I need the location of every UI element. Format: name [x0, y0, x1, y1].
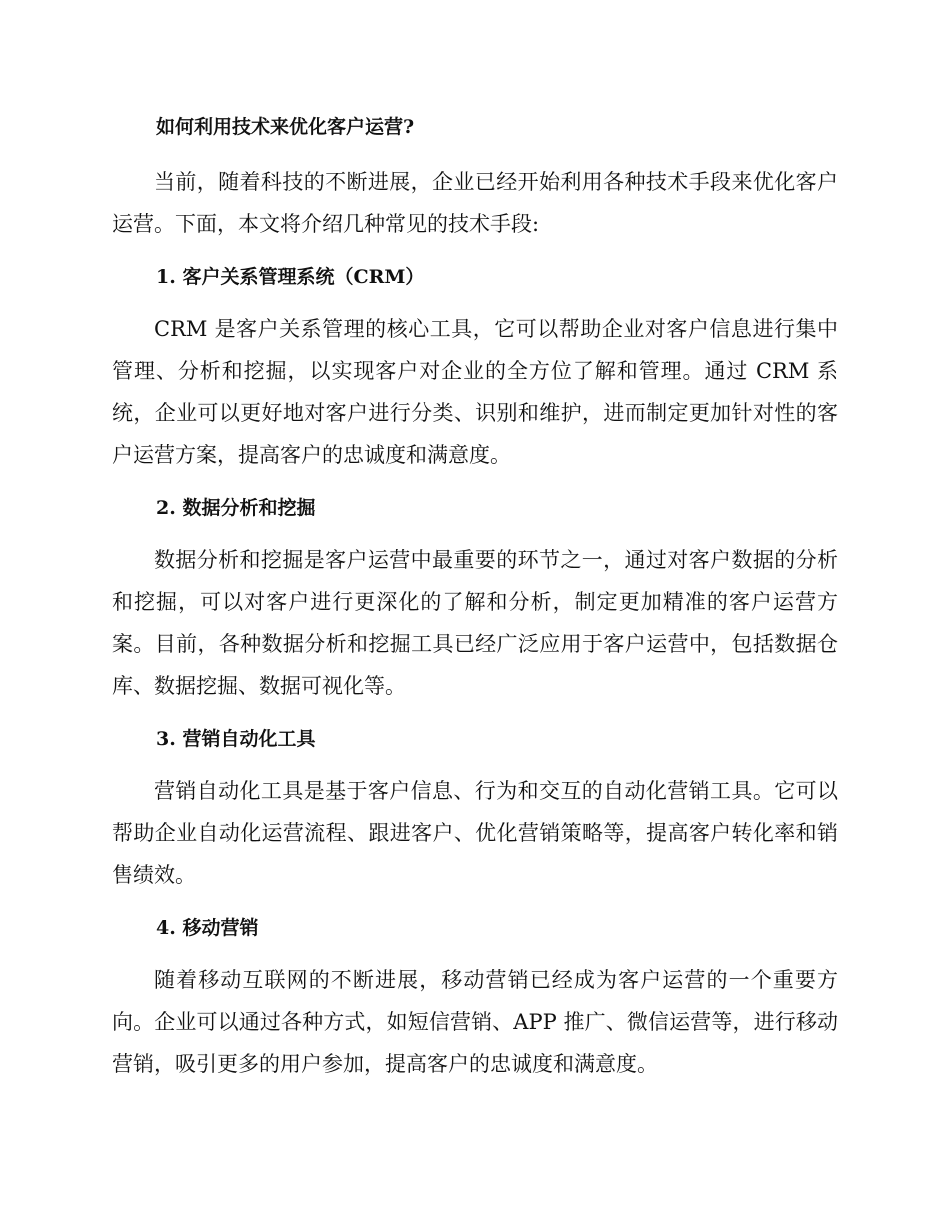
section-heading-marketing-automation: 3. 营销自动化工具: [156, 728, 316, 750]
section-body-data-analysis: 数据分析和挖掘是客户运营中最重要的环节之一，通过对客户数据的分析和挖掘，可以对客户进行更深化的了解和分析，制定更加精准的客户运营方案。目前，各种数据分析和挖掘工具已经广泛应用于客户运营中，包括数据仓库、数据挖掘、数据可视化等。: [112, 548, 838, 698]
section-body-mobile-marketing: 随着移动互联网的不断进展，移动营销已经成为客户运营的一个重要方向。企业可以通过各种方式，如短信营销、APP 推广、微信运营等，进行移动营销，吸引更多的用户参加，提高客户的忠诚度和满意度。: [112, 968, 838, 1076]
section-heading-crm: 1. 客户关系管理系统（CRM）: [156, 266, 425, 288]
document-title: 如何利用技术来优化客户运营?: [156, 116, 415, 138]
section-body-crm: CRM 是客户关系管理的核心工具，它可以帮助企业对客户信息进行集中管理、分析和挖掘，以实现客户对企业的全方位了解和管理。通过 CRM 系统，企业可以更好地对客户进行分类、识别和维护，进而制定更加针对性的客户运营方案，提高客户的忠诚度和满意度。: [112, 317, 838, 467]
section-body-marketing-automation: 营销自动化工具是基于客户信息、行为和交互的自动化营销工具。它可以帮助企业自动化运营流程、跟进客户、优化营销策略等，提高客户转化率和销售绩效。: [112, 779, 838, 887]
section-heading-data-analysis: 2. 数据分析和挖掘: [156, 497, 316, 519]
document-content: [112, 106, 838, 1085]
section-heading-mobile-marketing: 4. 移动营销: [156, 917, 259, 939]
intro-paragraph: 当前，随着科技的不断进展，企业已经开始利用各种技术手段来优化客户运营。下面，本文将介绍几种常见的技术手段:: [112, 170, 838, 236]
